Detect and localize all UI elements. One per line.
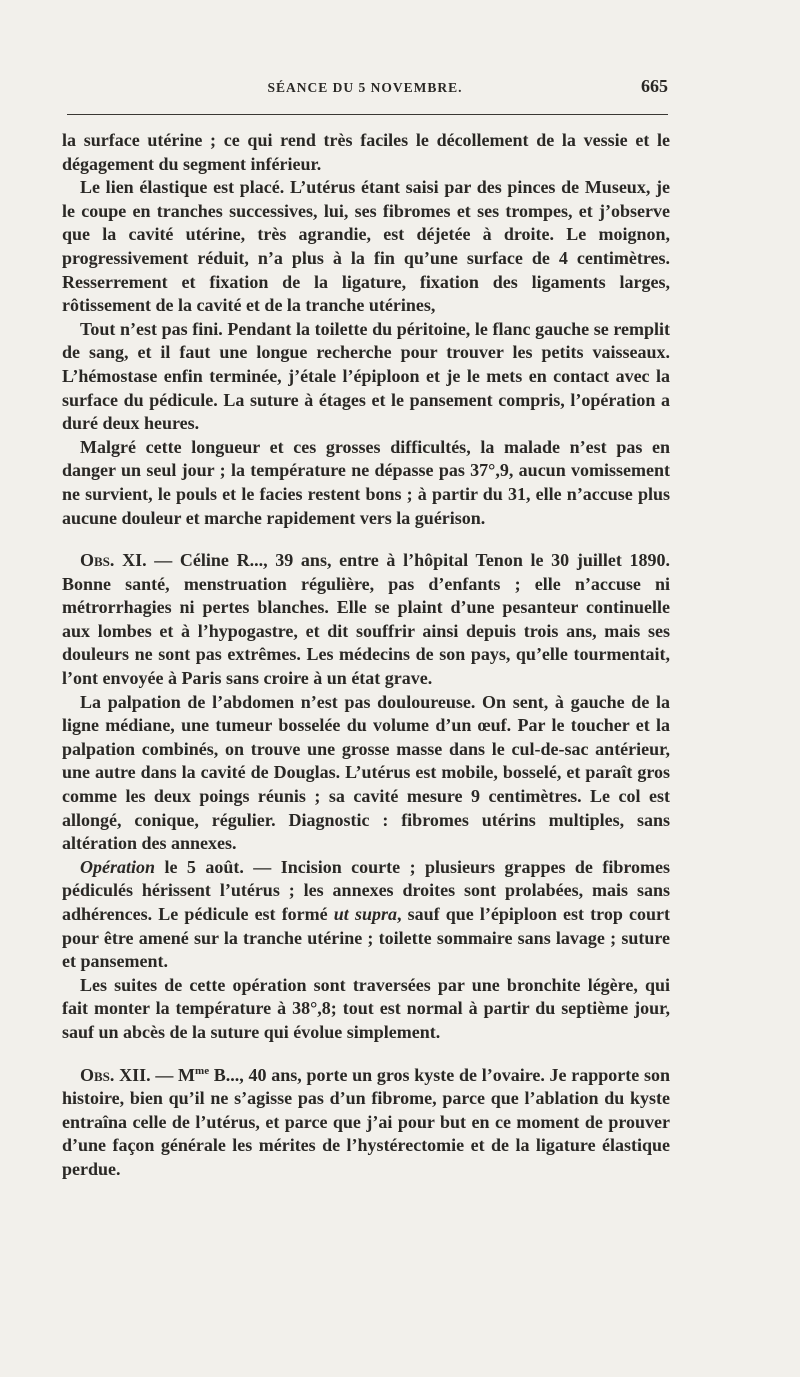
paragraph-operation xyxy=(62,856,670,974)
operation-label: Opération xyxy=(80,856,156,877)
observation-11-text: — Céline R..., 39 ans, entre à l’hôpital Tenon le 30 juillet 1890. Bonne santé, menstruation régulière, pas d’enfants ; elle n’accuse ni métrorrhagies ni pertes blanches. Elle se plaint d’une pesanteur continuelle aux lombes et à l’hypogastre, et dit souffrir ainsi depuis trois ans, mais ses douleurs ne sont pas extrêmes. Les médecins de son pays, qu’elle tourmentait, l’ont envoyée à Paris sans croire à un état grave. xyxy=(62,550,670,689)
observation-12 xyxy=(62,1064,670,1182)
paragraph-suites: Les suites de cette opération sont traversées par une bronchite légère, qui fait monter la température à 38°,8; tout est normal à partir du septième jour, sauf un abcès de la suture qui évolue simplement. xyxy=(62,974,670,1042)
observation-12-sup: me xyxy=(195,1064,210,1077)
observation-12-label: Obs. XII. xyxy=(80,1064,151,1085)
running-head: SÉANCE DU 5 NOVEMBRE. xyxy=(267,80,463,95)
paragraph-hemostasis: Tout n’est pas fini. Pendant la toilette du péritoine, le flanc gauche se remplit de sang, et il faut une longue recherche pour trouver les petits vaisseaux. L’hémostase enfin terminée, j’étale l’épiploon et je le mets en contact avec la surface du pédicule. La suture à étages et le pansement compris, l’opération a duré deux heures. xyxy=(62,318,670,434)
operation-text-b: , sauf que l’épiploon est trop court pour être amené sur la tranche utérine ; toilette sommaire sans lavage ; suture et pansement. xyxy=(62,904,670,972)
ut-supra: ut supra xyxy=(333,904,397,924)
observation-11-label: Obs. XI. xyxy=(80,550,147,571)
paragraph-ligature: Le lien élastique est placé. L’utérus étant saisi par des pinces de Museux, je le coupe en tranches successives, lui, ses fibromes et ses trompes, et j’observe que la cavité utérine, très agrandie, est déjetée à droite. Le moignon, progressivement réduit, n’a plus à la fin qu’une surface de 4 centimètres. Resserrement et fixation de la ligature, fixation des ligaments larges, rôtissement de la cavité et de la tranche utérines, xyxy=(62,177,670,316)
paragraph-continuation: la surface utérine ; ce qui rend très faciles le décollement de la vessie et le dégagement du segment inférieur. xyxy=(62,130,670,174)
header-rule xyxy=(67,114,668,115)
observation-12-text-b: B..., 40 ans, porte un gros kyste de l’ovaire. Je rapporte son histoire, bien qu’il ne s’agisse pas d’un fibrome, parce que l’ablation du kyste entraîna celle de l’utérus, et parce que j’ai pour but en ce moment de prouver d’une façon générale les mérites de l’hystérectomie et de la ligature élastique perdue. xyxy=(62,1064,670,1179)
body-text xyxy=(62,129,670,1182)
operation-text-a: le 5 août. — Incision courte ; plusieurs grappes de fibromes pédiculés hérissent l’utérus ; les annexes droites sont prolabées, mais sans adhérences. Le pédicule est formé xyxy=(62,856,670,924)
observation-11 xyxy=(62,549,670,691)
paragraph-recovery: Malgré cette longueur et ces grosses difficultés, la malade n’est pas en danger un seul jour ; la température ne dépasse pas 37°,9, aucun vomissement ne survient, le pouls et le facies restent bons ; à partir du 31, elle n’accuse plus aucune douleur et marche rapidement vers la guérison. xyxy=(62,436,670,528)
paragraph-palpation: La palpation de l’abdomen n’est pas douloureuse. On sent, à gauche de la ligne médiane, une tumeur bosselée du volume d’un œuf. Par le toucher et la palpation combinés, on trouve une grosse masse dans le cul-de-sac antérieur, une autre dans la cavité de Douglas. L’utérus est mobile, bosselé, et paraît gros comme les deux poings réunis ; sa cavité mesure 9 centimètres. Le col est allongé, conique, régulier. Diagnostic : fibromes utérins multiples, sans altération des annexes. xyxy=(62,691,670,854)
observation-12-text-a: — M xyxy=(150,1064,196,1085)
page-number: 665 xyxy=(641,76,668,96)
page-header xyxy=(62,76,668,100)
